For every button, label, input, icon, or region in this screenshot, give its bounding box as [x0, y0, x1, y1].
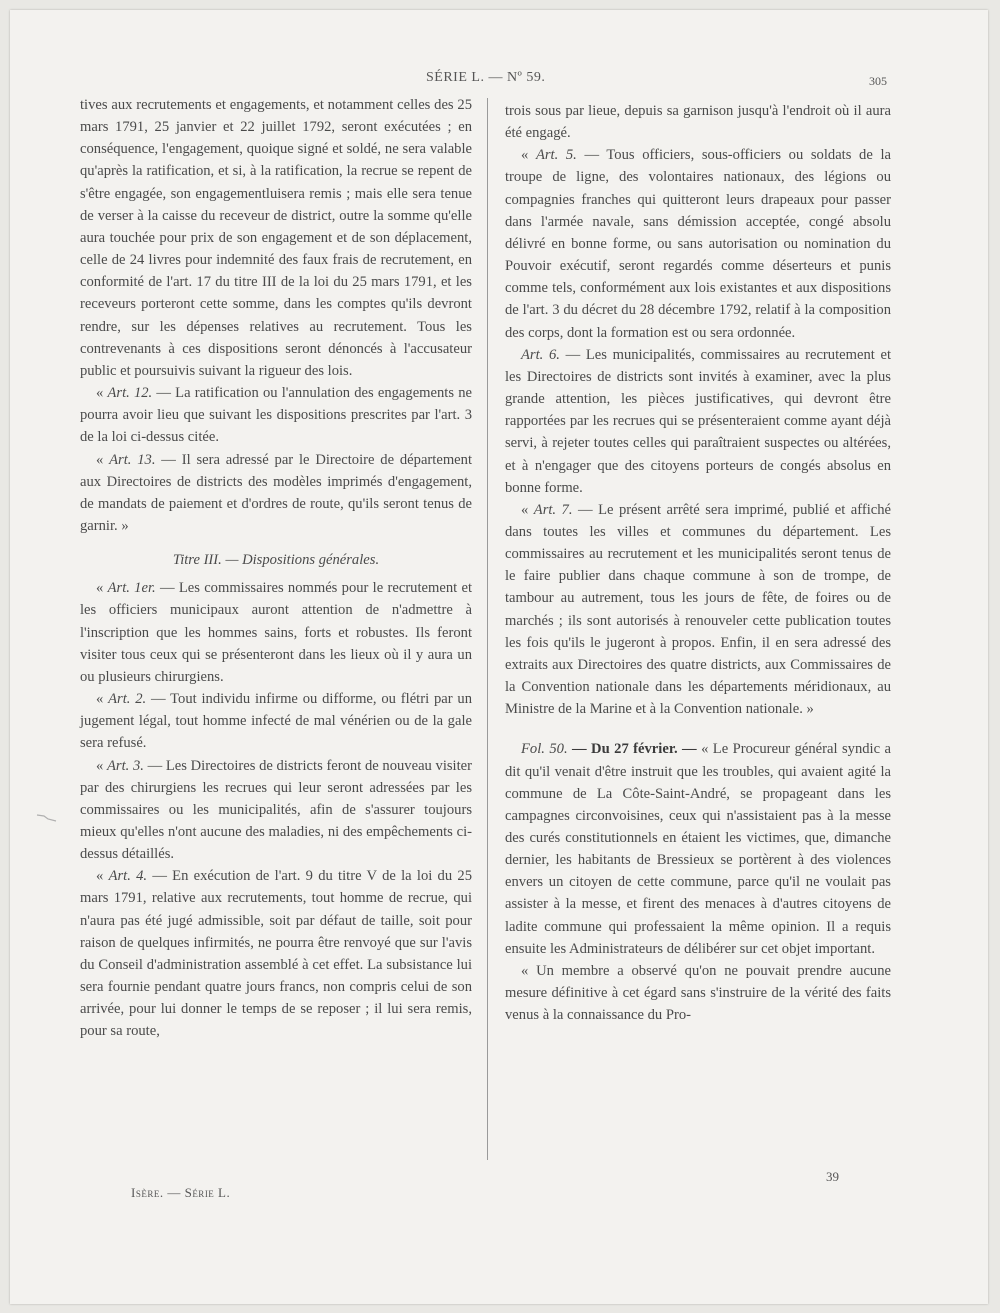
quote-mark: « — [96, 868, 109, 885]
quote-mark: « — [96, 580, 108, 597]
series-heading: SÉRIE L. — Nº 59. — [426, 70, 546, 85]
paragraph-gap — [505, 720, 891, 738]
article-label: Art. 7. — [533, 501, 573, 518]
quote-mark: « — [96, 385, 108, 402]
quote-mark: « — [96, 691, 109, 708]
article-label: Art. 3. — [106, 757, 144, 774]
signature-mark: 39 — [826, 1169, 839, 1184]
article-13 — [80, 449, 472, 538]
article-text: — En exécution de l'art. 9 du titre V de la loi du 25 mars 1791, relative aux recrutements, tout homme de recrue, qui n'aura pas été jugé admissible, soit par défaut de taille, soit pour raison de quelques infirmités, ne pourra être renvoyé que sur l'avis du Conseil d'administration assemblé à cet effet. La subsistance lui sera fournie pendant quatre jours francs, non compris celui de son arrivée, pour lui donner le temps de se reposer ; il lui sera remis, pour sa route, — [80, 868, 472, 1040]
folio-entry — [505, 738, 891, 960]
column-divider — [487, 98, 488, 1160]
right-column — [505, 100, 891, 1026]
article-5 — [505, 144, 891, 343]
running-foot: Isère. — Série L. — [131, 1185, 231, 1200]
entry-text: « Le Procureur général syndic a dit qu'il venait d'être instruit que les troubles, qui avaient agité la commune de La Côte-Saint-André, se propageant dans les campagnes circonvoisines, ceux qui n'assistaient pas à la messe des curés constitutionnels en étaient les victimes, que, dimanche dernier, les habitants de Bressieux se portèrent à des violences envers un citoyen de cette commune, parce qu'il ne voulait pas assister à la messe, et firent des menaces à d'autres citoyens de ladite commune qui professaient la même opinion. Il a requis ensuite les Administrateurs de délibérer sur cet objet important. — [505, 741, 891, 957]
article-2 — [80, 688, 472, 754]
article-label: Art. 12. — [107, 385, 153, 402]
ink-speck-icon — [36, 812, 58, 822]
article-label: Art. 1er. — [107, 580, 156, 597]
section-title: Titre III. — Dispositions générales. — [172, 552, 380, 569]
folio-label: Fol. 50. — [521, 741, 568, 758]
article-3 — [80, 755, 472, 866]
quote-mark: « — [521, 501, 534, 518]
entry-date: — Du 27 février. — — [567, 741, 702, 758]
quote-mark: « — [96, 451, 110, 468]
article-text: — Tout individu infirme ou difforme, ou flétri par un jugement légal, tout homme infecté de mal vénérien ou de la gale sera refusé. — [80, 691, 472, 752]
article-label: Art. 5. — [535, 147, 577, 164]
article-text: — Tous officiers, sous-officiers ou soldats de la troupe de ligne, des volontaires nationaux, des légions ou compagnies franches qui quitteront leurs drapeaux pour passer dans l'armée navale, sans démission acceptée, congé absolu délivré en bonne forme, ou sans autorisation ou nomination du Pouvoir exécutif, seront regardés comme déserteurs et punis comme tels, conformément aux lois existantes et aux dispositions de l'art. 3 du décret du 28 décembre 1792, relatif à la composition des corps, dont la formation est ou sera ordonnée. — [505, 147, 891, 341]
quote-mark: « — [96, 757, 107, 774]
article-text: — Les municipalités, commissaires au recrutement et les Directoires de districts sont invités à examiner, avec la plus grande attention, les pièces justificatives, qui devront être rapportées par les recrues qui se présenteraient comme ayant déjà servi, à rejeter toutes celles qui paraîtraient suspectes ou altérées, et à n'engager que des citoyens porteurs de congés absolus en bonne forme. — [505, 346, 891, 496]
article-4 — [80, 865, 472, 1042]
article-label: Art. 2. — [108, 691, 147, 708]
article-label: Art. 6. — [521, 346, 560, 363]
page-header — [0, 70, 1000, 90]
article-label: Art. 4. — [108, 868, 148, 885]
article-text: — La ratification ou l'annulation des engagements ne pourra avoir lieu que suivant les dispositions prescrites par l'art. 3 de la loi ci-dessus citée. — [80, 385, 473, 446]
paragraph-continuation: trois sous par lieue, depuis sa garnison jusqu'à l'endroit où il aura été engagé. — [505, 103, 891, 142]
article-text: — Le présent arrêté sera imprimé, publié et affiché dans toutes les villes et communes du département. Les commissaires au recrutement et les municipalités seront tenus de le faire publier dans chaque commune à son de trompe, de tambour au autrement, tous les jours de fête, de foires ou de marchés ; ils sont autorisés à renouveler cette publication toutes les fois qu'ils le jugeront à propos. Enfin, il en sera adressé des extraits aux Directoires des quatre districts, aux Commissaires de la Convention nationale dans les départements méridionaux, au Ministre de la Marine et à la Convention nationale. » — [505, 501, 892, 718]
article-text: — Les commissaires nommés pour le recrutement et les officiers municipaux auront attention de n'admettre à l'inscription que les hommes sains, forts et robustes. Ils feront visiter tous ceux qui se présenteront dans les lieux où il y aura un ou plusieurs chirurgiens. — [80, 580, 473, 685]
article-7 — [505, 499, 891, 721]
paragraph-continuation: tives aux recrutements et engagements, et notamment celles des 25 mars 1791, 25 janvier et 22 juillet 1792, seront exécutées ; en conséquence, l'engagement, quoique signé et soldé, ne sera valable qu'après la ratification, et si, à la ratification, la recrue se repent de s'être engagée, son engagementluisera remis ; mais elle sera tenue de verser à la caisse du receveur de district, outre la somme qu'elle aura touchée pour prix de son engagement et de son déplacement, celle de 24 livres pour indemnité des faux frais de recrutement, en conformité de l'art. 17 du titre III de la loi du 25 mars 1791, et les receveurs porteront cette somme, dans les comptes qu'ils devront rendre, sur les dépenses relatives au recrutement. Tous les contrevenants à ces dispositions seront dénoncés à l'accusateur public et poursuivis suivant la rigueur des lois. — [80, 97, 472, 379]
article-text: — Les Directoires de districts feront de nouveau visiter par des chirurgiens les recrues qui leur seront adressées par les commissaires ou les municipalités, afin de s'assurer toujours mieux qu'elles n'ont aucune des maladies, ni des empêchements ci-dessus détaillés. — [80, 757, 473, 863]
page-number: 305 — [869, 74, 887, 88]
article-text: — Il sera adressé par le Directoire de département aux Directoires de districts des modèles imprimés d'engagement, de mandats de paiement et d'ordres de route, qu'ils seront tenus de garnir. » — [80, 451, 473, 534]
paragraph-member: « Un membre a observé qu'on ne pouvait prendre aucune mesure définitive à cet égard sans s'instruire de la vérité des faits venus à la connaissance du Pro- — [505, 962, 891, 1024]
article-label: Art. 13. — [109, 451, 156, 468]
article-12 — [80, 382, 472, 448]
quote-mark: « — [521, 147, 536, 164]
left-column — [80, 94, 472, 1043]
article-1 — [80, 577, 472, 688]
article-6 — [505, 344, 891, 499]
